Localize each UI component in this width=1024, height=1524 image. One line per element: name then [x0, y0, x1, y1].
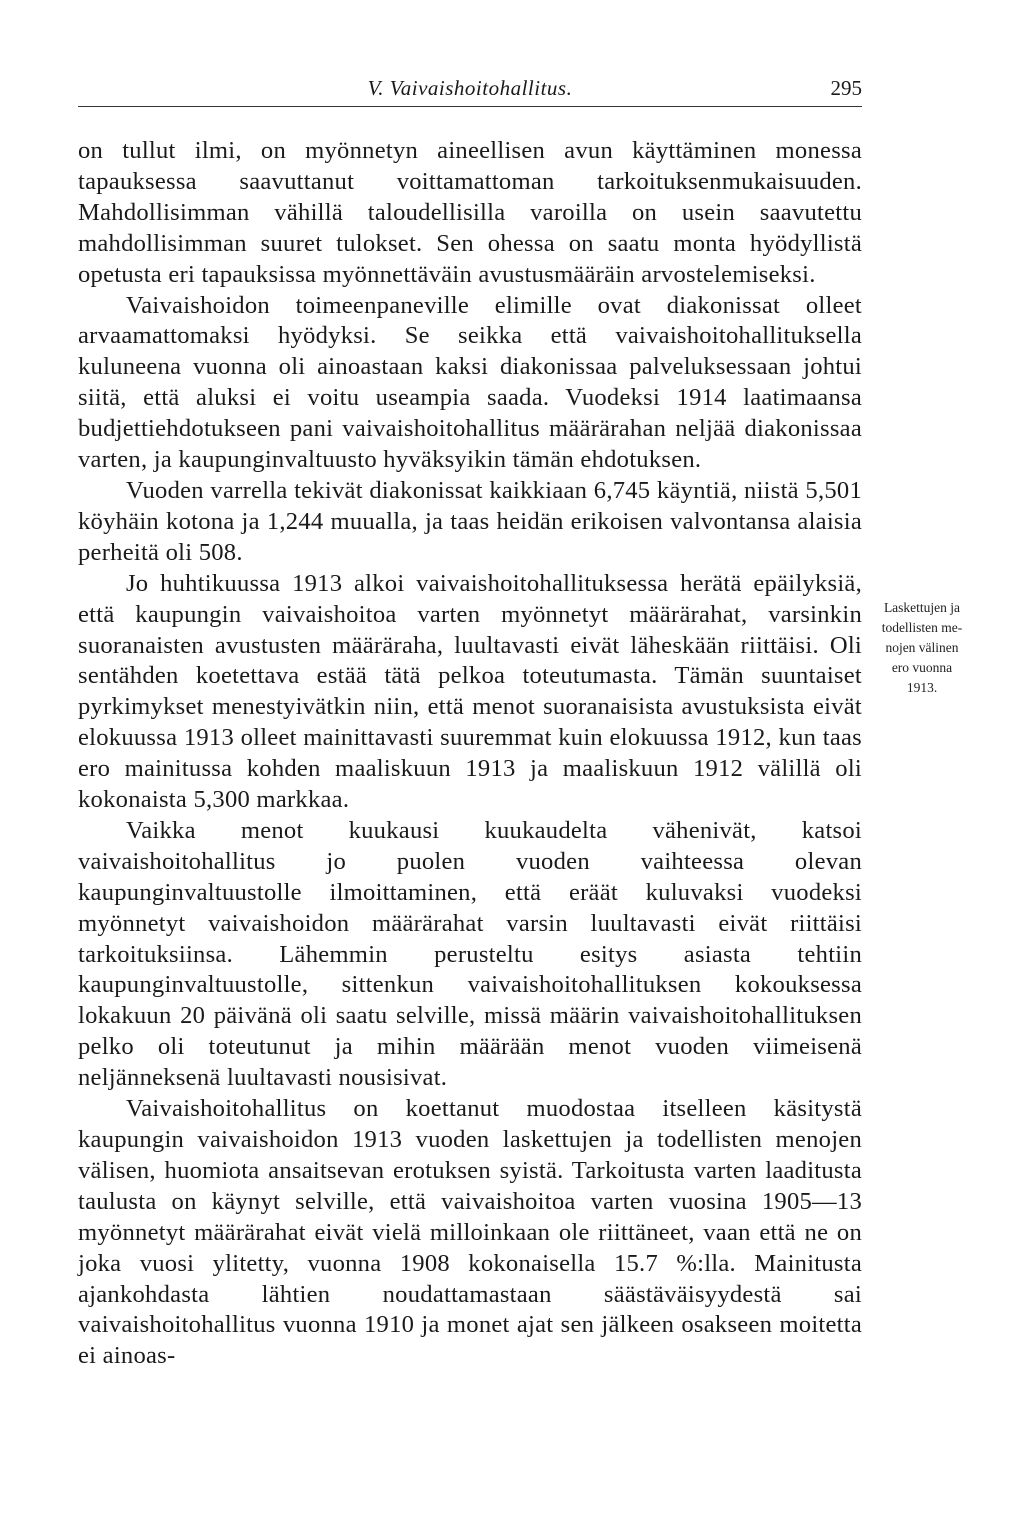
paragraph: Jo huhtikuussa 1913 alkoi vaivaishoitohallituksessa herätä epäilyksiä, että kaupungin vaivaishoitoa varten myönnetyt määrärahat, varsinkin suoranaisten avustusten määräraha, luultavasti eivät läheskään riittäisi. Oli sentähden koetettava estää tätä pelkoa toteutumasta. Tämän suuntaiset pyrkimykset menestyivätkin niin, että menot suoranaisista avustuksista eivät elokuussa 1913 olleet mainittavasti suuremmat kuin elokuussa 1912, kun taas ero mainitussa kohden maaliskuun 1913 ja maaliskuun 1912 välillä oli kokonaista 5,300 markkaa.	[78, 569, 862, 814]
page-number: 295	[830, 76, 862, 100]
paragraph: on tullut ilmi, on myönnetyn aineellisen avun käyttäminen monessa tapauksessa saavuttanut voittamattoman tarkoituksenmukaisuuden. Mahdollisimman vähillä taloudellisilla varoilla on usein saavutettu mahdollisimman suuret tulokset. Sen ohessa on saatu monta hyödyllistä opetusta eri tapauksissa myönnettäväin avustusmääräin arvostelemiseksi.	[78, 137, 862, 288]
running-title: V. Vaivaishoitohallitus.	[367, 76, 573, 100]
paragraph: Vaikka menot kuukausi kuukaudelta vähenivät, katsoi vaivaishoitohallitus jo puolen vuoden vaihteessa olevan kaupunginvaltuustolle ilmoittaminen, että eräät kuluvaksi vuodeksi myönnetyt vaivaishoidon määrärahat varsin luultavasti eivät riittäisi tarkoituksiinsa. Lähemmin perusteltu esitys asiasta tehtiin kaupunginvaltuustolle, sittenkun vaivaishoitohallituksen kokouksessa lokakuun 20 päivänä oli saatu selville, missä määrin vaivaishoitohallituksen pelko oli toteutunut ja mihin määrään menot vuoden viimeisenä neljänneksenä luultavasti nousisivat.	[78, 816, 862, 1092]
margin-note-line: ero vuonna	[891, 660, 953, 675]
running-header	[78, 72, 862, 107]
margin-note	[862, 598, 982, 698]
paragraph: Vuoden varrella tekivät diakonissat kaikkiaan 6,745 käyntiä, niistä 5,501 köyhäin kotona ja 1,244 muualla, ja taas heidän erikoisen valvontansa alaisia perheitä oli 508.	[78, 476, 862, 566]
paragraph: Vaivaishoitohallitus on koettanut muodostaa itselleen käsitystä kaupungin vaivaishoidon 1913 vuoden laskettujen ja todellisten menojen välisen, huomiota ansaitsevan erotuksen syistä. Tarkoitusta varten laaditusta taulusta on käynyt selville, että vaivaishoitoa varten vuosina 1905—13 myönnetyt määrärahat eivät vielä milloinkaan ole riittäneet, vaan että ne on joka vuosi ylitetty, vuonna 1908 kokonaisella 15.7 %:lla. Mainitusta ajankohdasta lähtien noudattamastaan säästäväisyydestä sai vaivaishoitohallitus vuonna 1910 ja monet ajat sen jälkeen osakseen moitetta ei ainoas-	[78, 1095, 862, 1370]
margin-note-line: nojen välinen	[885, 640, 959, 655]
paragraph: Vaivaishoidon toimeenpaneville elimille ovat diakonissat olleet arvaamattomaksi hyödyksi. Se seikka että vaivaishoitohallituksella kuluneena vuonna oli ainoastaan kaksi diakonissaa palveluksessaan johtui siitä, että aluksi ei voitu useampia saada. Vuodeksi 1914 laatimaansa budjettiehdotukseen pani vaivaishoitohallitus määrärahan neljää diakonissaa varten, ja kaupunginvaltuusto hyväksyikin tämän ehdotuksen.	[78, 291, 862, 474]
body-text	[78, 136, 862, 1372]
margin-note-line: Laskettujen ja	[883, 600, 961, 615]
margin-note-line: 1913.	[906, 680, 938, 695]
margin-note-line: todellisten me-	[881, 620, 963, 635]
